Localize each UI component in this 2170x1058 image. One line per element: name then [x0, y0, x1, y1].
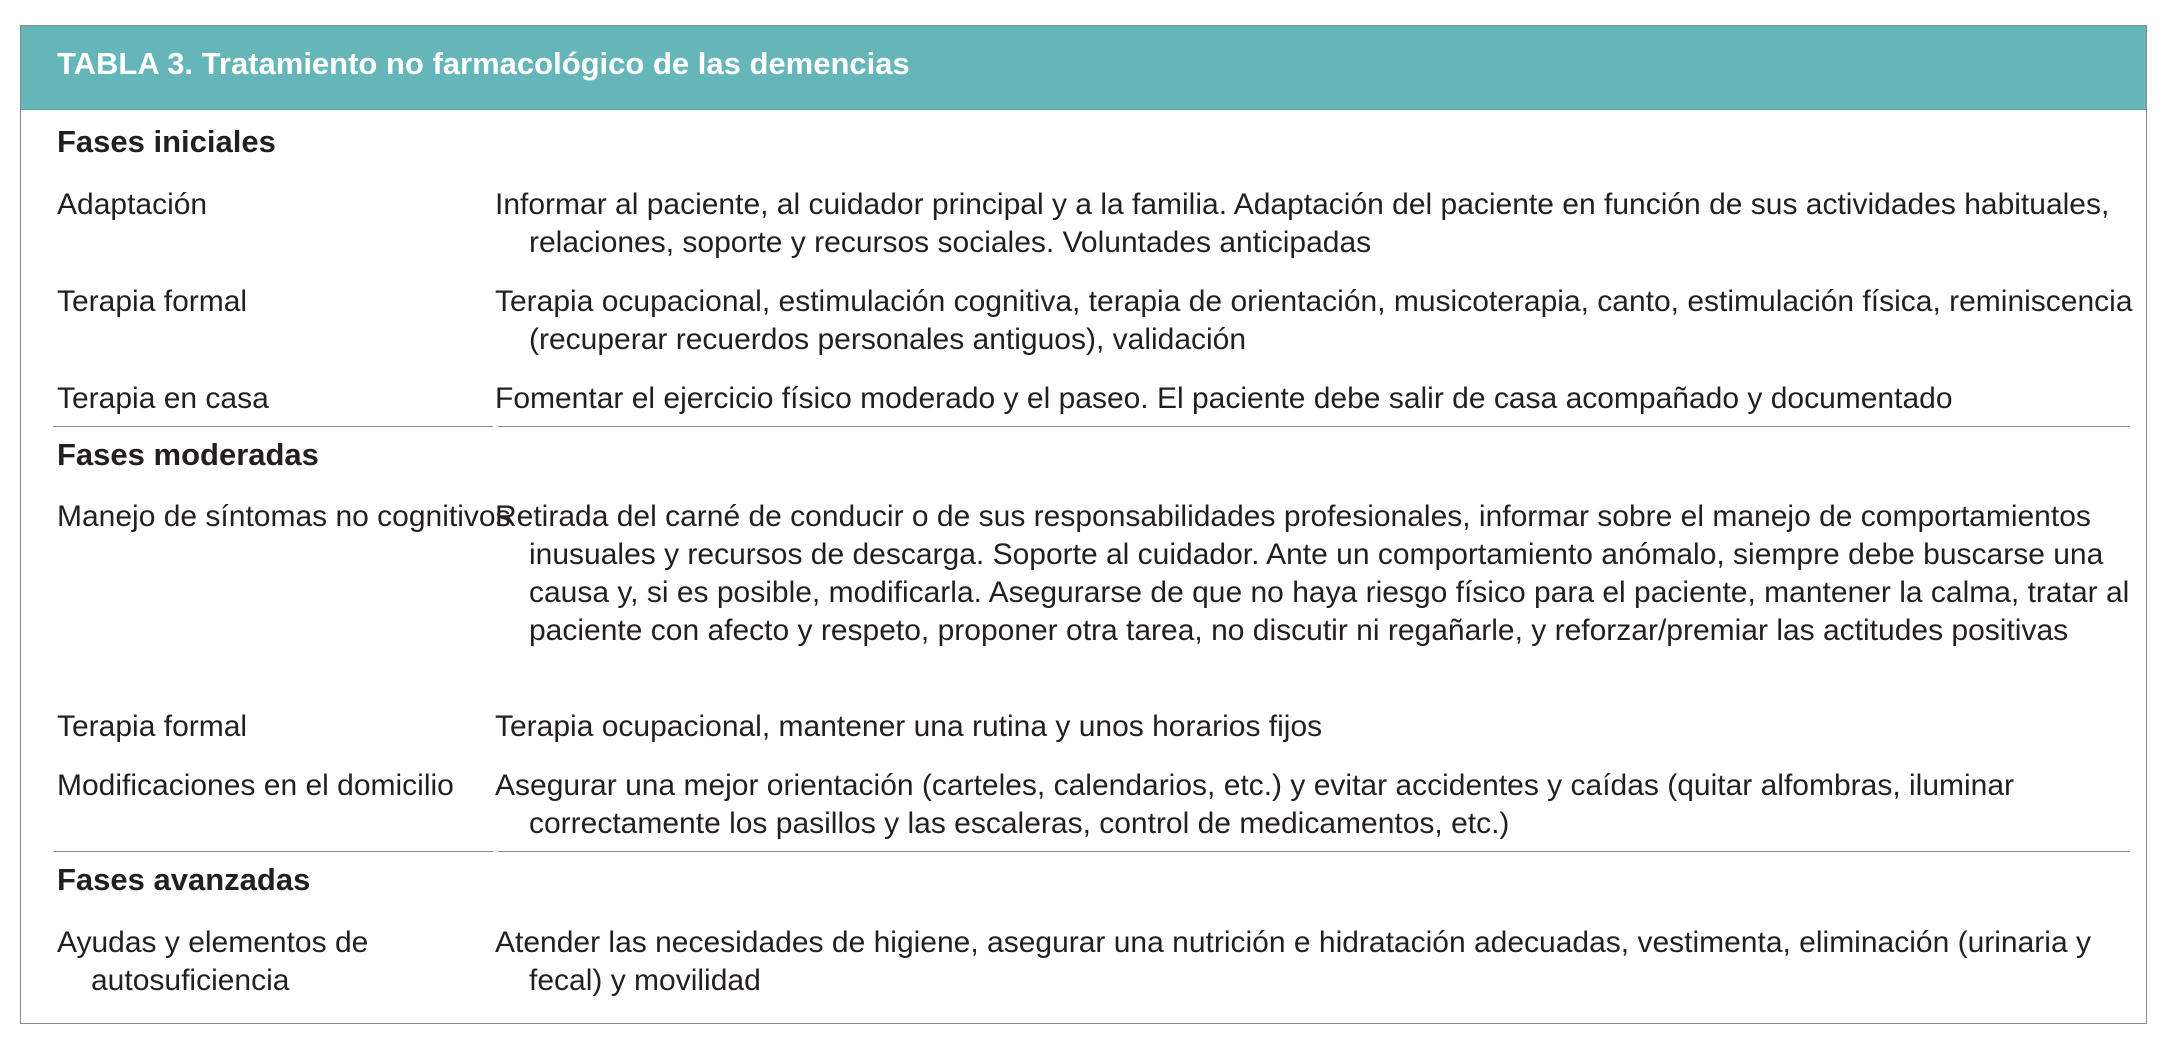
section-divider-right	[498, 851, 2130, 852]
row-label-home-modifications: Modificaciones en el domicilio	[57, 769, 454, 802]
section-heading-advanced: Fases avanzadas	[57, 862, 311, 897]
row-label-formal-therapy-initial: Terapia formal	[57, 285, 248, 318]
row-desc-home-modifications: Asegurar una mejor orientación (carteles, calendarios, etc.) y evitar accidentes y caídas (quitar alfombras, iluminar correctamente los pasillos y las escaleras, control de medicamentos, etc.)	[495, 769, 2015, 840]
row-label-formal-therapy-moderate: Terapia formal	[57, 710, 248, 743]
row-desc-home-therapy: Fomentar el ejercicio físico moderado y el paseo. El paciente debe salir de casa acompañado y documentado	[495, 382, 1953, 415]
row-label-self-sufficiency-aids: Ayudas y elementos de autosuficiencia	[57, 926, 369, 997]
row-label-home-therapy: Terapia en casa	[57, 382, 269, 415]
row-desc-self-sufficiency-aids: Atender las necesidades de higiene, asegurar una nutrición e hidratación adecuadas, vestimenta, eliminación (urinaria y fecal) y movilidad	[495, 926, 2091, 997]
section-divider-left	[53, 851, 493, 852]
row-label-adaptation: Adaptación	[57, 188, 208, 221]
row-desc-formal-therapy-moderate: Terapia ocupacional, mantener una rutina y unos horarios fijos	[495, 710, 1323, 743]
row-desc-adaptation: Informar al paciente, al cuidador principal y a la familia. Adaptación del paciente en función de sus actividades habituales, relaciones, soporte y recursos sociales. Voluntades anticipadas	[495, 188, 2110, 259]
row-desc-noncognitive-symptoms: Retirada del carné de conducir o de sus responsabilidades profesionales, informar sobre el manejo de comportamientos inusuales y recursos de descarga. Soporte al cuidador. Ante un comportamiento anómalo, siempre debe buscarse una causa y, si es posible, modificarla. Asegurarse de que no haya riesgo físico para el paciente, mantener la calma, tratar al paciente con afecto y respeto, proponer otra tarea, no discutir ni regañarle, y reforzar/premiar las actitudes positivas	[495, 500, 2130, 647]
section-divider-left	[53, 426, 493, 427]
section-heading-initial: Fases iniciales	[57, 124, 276, 159]
table-title: TABLA 3. Tratamiento no farmacológico de las demencias	[57, 46, 910, 81]
section-heading-moderate: Fases moderadas	[57, 437, 319, 472]
row-label-noncognitive-symptoms: Manejo de síntomas no cognitivos	[57, 500, 511, 533]
data-table	[20, 25, 2147, 1024]
section-divider-right	[498, 426, 2130, 427]
row-desc-formal-therapy-initial: Terapia ocupacional, estimulación cognitiva, terapia de orientación, musicoterapia, canto, estimulación física, reminiscencia (recuperar recuerdos personales antiguos), validación	[495, 285, 2133, 356]
table-header	[21, 26, 2146, 110]
